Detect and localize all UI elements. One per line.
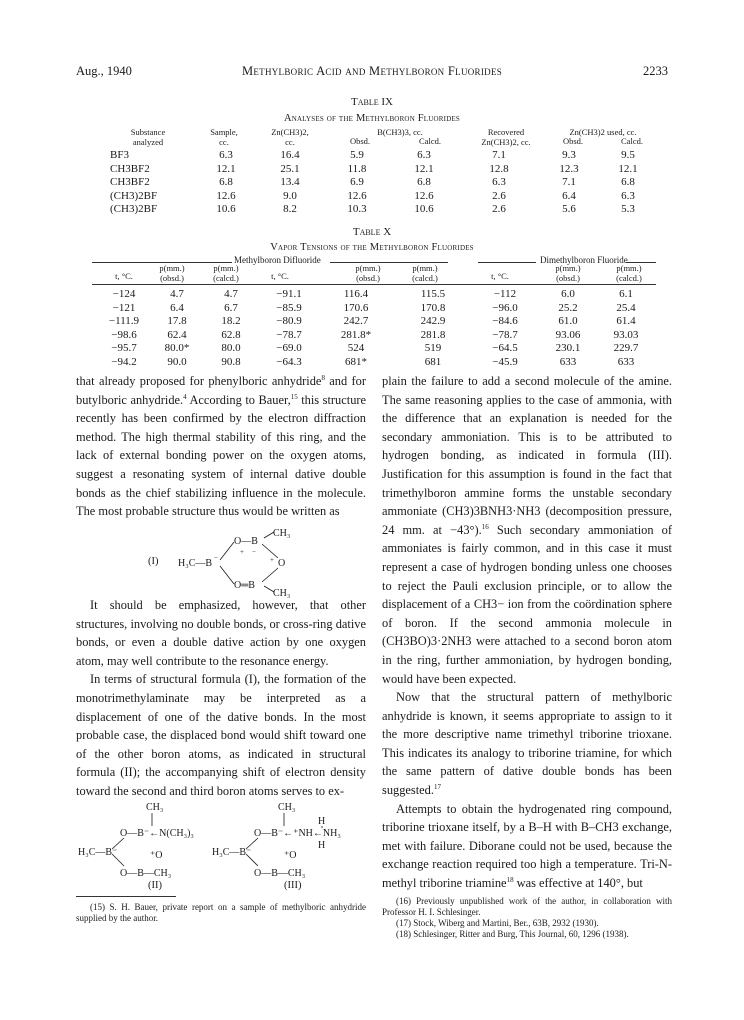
table10-row-cell: −98.6 bbox=[111, 328, 137, 341]
table10-row-cell: 25.2 bbox=[558, 301, 578, 314]
table10-row-cell: 242.9 bbox=[420, 315, 446, 327]
table10-row bbox=[98, 342, 652, 356]
t10-h-p3: p(mm.) bbox=[355, 263, 381, 273]
table9-row-cell: 12.6 bbox=[216, 189, 236, 202]
table9-caption: Table IX bbox=[351, 96, 393, 108]
table9-row-cell: CH3BF2 bbox=[110, 162, 150, 175]
table10-row-cell: 62.8 bbox=[221, 328, 241, 341]
table10-row-cell: 170.8 bbox=[420, 301, 446, 314]
table9-row-cell: (CH3)2BF bbox=[110, 203, 158, 215]
footnote-17: (17) Stock, Wiberg and Martini, Ber., 63B, 2932 (1930). bbox=[396, 918, 599, 928]
table9-row bbox=[110, 203, 658, 217]
svg-text:⁺O: ⁺O bbox=[150, 850, 163, 861]
table9-row-cell: 6.8 bbox=[621, 176, 635, 188]
table10-row-cell: 90.0 bbox=[167, 355, 187, 368]
formula3-label: (III) bbox=[284, 880, 302, 891]
t10-h-p2: p(mm.) bbox=[213, 263, 239, 273]
table9-row-cell: 16.4 bbox=[280, 149, 300, 161]
right-footnotes bbox=[382, 896, 672, 940]
table9-row-cell: 2.6 bbox=[492, 203, 506, 215]
table10-row-cell: −85.9 bbox=[276, 301, 302, 314]
table9-row-cell: 6.3 bbox=[621, 189, 635, 202]
t10-h-obsd3: (obsd.) bbox=[556, 272, 580, 283]
table9-head-used: Zn(CH3)2 used, cc. bbox=[569, 127, 637, 137]
footnote-16: (16) Previously unpublished work of the author, in collaboration with Professor H. I. Schlesinger. bbox=[382, 896, 672, 917]
table9-subtitle: Analyses of the Methylboron Fluorides bbox=[283, 113, 461, 124]
table10-group2-rule-left bbox=[478, 262, 536, 263]
structural-formula-1 bbox=[148, 526, 328, 600]
svg-text:H₃C—B⁻: H₃C—B⁻ bbox=[78, 847, 118, 858]
footnote-15: (15) S. H. Bauer, private report on a sample of methylboric anhydride supplied by the author. bbox=[76, 902, 366, 923]
svg-text:H₃C—B⁻: H₃C—B⁻ bbox=[212, 847, 252, 858]
table10-row-cell: 6.0 bbox=[561, 288, 575, 300]
table9-row-cell: 12.6 bbox=[414, 189, 434, 202]
table9-row-cell: CH3BF2 bbox=[110, 176, 150, 188]
table10-row-cell: −64.5 bbox=[492, 342, 518, 354]
table10-row-cell: 170.6 bbox=[343, 301, 369, 314]
table10-row-cell: 230.1 bbox=[555, 342, 581, 354]
table10-body bbox=[98, 288, 652, 369]
t10-h-p6: p(mm.) bbox=[616, 263, 642, 273]
table10-row-cell: 281.8 bbox=[420, 328, 446, 341]
table10-row-cell: −95.7 bbox=[111, 342, 137, 354]
svg-text:CH₃: CH₃ bbox=[273, 528, 291, 539]
table9-row-cell: 9.0 bbox=[283, 189, 297, 202]
table10-row-cell: 519 bbox=[424, 342, 442, 354]
table9-row-cell: 6.3 bbox=[492, 176, 506, 188]
table9-row-cell: 7.1 bbox=[562, 176, 576, 188]
svg-text:O—B—CH₃: O—B—CH₃ bbox=[254, 868, 306, 879]
table10-row-cell: −78.7 bbox=[276, 328, 302, 341]
table10-row-cell: 6.4 bbox=[170, 301, 184, 314]
svg-text:CH₃: CH₃ bbox=[278, 802, 296, 813]
table9-body bbox=[110, 149, 658, 217]
table10-row-cell: −124 bbox=[112, 288, 136, 300]
table10-group1-label: Methylboron Difluoride bbox=[234, 255, 321, 265]
table9-row-cell: 12.1 bbox=[216, 162, 236, 175]
svg-text:CH₃: CH₃ bbox=[273, 588, 291, 599]
t10-h-p5: p(mm.) bbox=[555, 263, 581, 273]
table10-row bbox=[98, 288, 652, 302]
t10-h-calcd3: (calcd.) bbox=[616, 272, 642, 283]
table9-row-cell: 8.2 bbox=[283, 203, 297, 215]
table9-row-cell: 2.6 bbox=[492, 189, 506, 202]
table9-row-cell: 13.4 bbox=[280, 176, 300, 188]
table9-row-cell: (CH3)2BF bbox=[110, 189, 158, 202]
table10-row-cell: 524 bbox=[347, 342, 365, 354]
table9-head-zn: Zn(CH3)2, bbox=[271, 127, 309, 137]
table9-row-cell: 12.1 bbox=[414, 162, 434, 175]
svg-text:O—B—CH₃: O—B—CH₃ bbox=[120, 868, 172, 879]
page-number: 2233 bbox=[643, 64, 668, 78]
t10-h-p1: p(mm.) bbox=[159, 263, 185, 273]
table10-row bbox=[98, 302, 652, 316]
table9-head-b-calcd: Calcd. bbox=[419, 136, 441, 146]
table9-row-cell: 6.8 bbox=[417, 176, 431, 188]
table10-row-cell: 6.7 bbox=[224, 301, 238, 314]
svg-text:+: + bbox=[240, 548, 244, 556]
table9-row-cell: 12.6 bbox=[347, 189, 367, 202]
table9-row bbox=[110, 176, 658, 190]
table10-row-cell: 80.0 bbox=[221, 342, 241, 354]
table10-row-cell: 93.06 bbox=[555, 328, 581, 341]
table9-row-cell: 12.3 bbox=[559, 162, 579, 175]
formula2-structure bbox=[76, 800, 366, 880]
table10-row-cell: −111.9 bbox=[108, 315, 140, 327]
t10-h-t1: t, °C. bbox=[115, 271, 133, 281]
svg-text:H₃C—B: H₃C—B bbox=[178, 558, 213, 569]
table10-row-cell: 17.8 bbox=[167, 315, 187, 327]
formula2-label: (II) bbox=[148, 880, 162, 891]
running-header-date: Aug., 1940 bbox=[76, 64, 132, 78]
table10-row-cell: −96.0 bbox=[492, 301, 518, 314]
table9-row-cell: 12.8 bbox=[489, 162, 509, 175]
table9-head-substance: Substance bbox=[130, 127, 166, 137]
table10-row-cell: −45.9 bbox=[492, 355, 518, 368]
footnote-18: (18) Schlesinger, Ritter and Burg, This Journal, 60, 1296 (1938). bbox=[396, 929, 629, 939]
table10-caption: Table X bbox=[352, 226, 392, 238]
svg-text:H: H bbox=[318, 816, 326, 827]
table10-row-cell: −84.6 bbox=[492, 315, 518, 327]
table10-row-cell: 90.8 bbox=[221, 355, 241, 368]
table10-row-cell: −80.9 bbox=[276, 315, 302, 327]
formula1-label: (I) bbox=[148, 556, 159, 567]
table9-row-cell: 6.3 bbox=[219, 149, 233, 161]
svg-text:+: + bbox=[270, 556, 274, 564]
t10-h-obsd1: (obsd.) bbox=[160, 272, 184, 283]
table10-row-cell: 633 bbox=[617, 355, 635, 368]
table10-row-cell: −69.0 bbox=[276, 342, 302, 354]
right-column-text: plain the failure to add a second molecule of the amine. The same reasoning applies to the case of ammonia, with the difference that an explanation is needed for the secondary ammoniation. This is to be attributed to hydrogen bonding, as indicated in formula (III). Justification for this assumption is found in the fact that trimethylboron ammine forms the unstable secondary ammoniate (CH3)3BNH3·NH3 (decomposition pressure, 24 mm. at −43°).$^{16}$ Such secondary ammoniation of ammoniates is fairly common, and in this case it must represent a case of hydrogen bonding unless one chooses to reject the Pauli exclusion principle, or to allow the displacement of a CH3− ion from the coördination sphere of boron. If the second ammonia molecule in (CH3BO)3·2NH3 were attached to a second boron atom in the ring, further ammoniation, by hydrogen bonding, would have been expected. Now that the structural pattern of methylboric anhydride is known, it seems appropriate to assign to it the more descriptive name trimethyl triborine trioxane. This indicates its analogy to triborine triamine, for which the same pattern of dative double bonds has been suggested.$^{17}$ Attempts to obtain the hydrogenated ring compound, triborine trioxane itself, by a B–H with B–CH3 exchange, met with failure. Diborane could not be used, because the exchange reaction required too high a temperature. Tri-N-methyl triborine triamine$^{18}$ was effective at 140°, but bbox=[382, 374, 672, 891]
structural-formulas-2-3 bbox=[76, 800, 366, 892]
table9-row-cell: BF3 bbox=[110, 149, 129, 161]
table9-row-cell: 6.8 bbox=[219, 176, 233, 188]
table10-row-cell: 116.4 bbox=[343, 288, 369, 300]
t10-h-p4: p(mm.) bbox=[412, 263, 438, 273]
table10-row-cell: 62.4 bbox=[167, 328, 187, 341]
table9-head-sample: Sample, bbox=[210, 127, 238, 137]
table10-row-cell: −78.7 bbox=[492, 328, 518, 341]
table10-row bbox=[98, 315, 652, 329]
table9-head-b-obsd: Obsd. bbox=[349, 136, 371, 146]
table9-row-cell: 7.1 bbox=[492, 149, 506, 161]
table9-head-analyzed: analyzed bbox=[132, 136, 164, 147]
table9-head-recovered-unit: Zn(CH3)2, cc. bbox=[481, 136, 531, 147]
table9-row-cell: 6.9 bbox=[350, 176, 364, 188]
table10-row-cell: 281.8* bbox=[340, 328, 372, 341]
left-column-text-1: that already proposed for phenylboric anhydride$^8$ and for butylboric anhydride.$^4$ According to Bauer,$^{15}$ this structure recently has been confirmed by the electron diffraction method. The high thermal stability of this ring, and the lack of external bonding power on the oxygen atoms, suggest a resonating system of internal dative double bonds as the chief stabilizing influence in the molecule. The most probable structure thus would be written as bbox=[76, 373, 367, 519]
running-header-title: Methylboric Acid and Methylboron Fluorides bbox=[241, 64, 503, 78]
table10-row-cell: 61.4 bbox=[616, 315, 636, 327]
svg-text:−: − bbox=[214, 554, 218, 562]
table10-row-cell: −91.1 bbox=[276, 288, 302, 300]
footnote-rule bbox=[76, 896, 176, 897]
table10-row-cell: −112 bbox=[493, 288, 517, 300]
table9-row bbox=[110, 190, 658, 204]
table10-row-cell: 25.4 bbox=[616, 301, 636, 314]
svg-text:H: H bbox=[318, 840, 326, 851]
table9-row-cell: 9.5 bbox=[621, 149, 635, 161]
svg-text:O—B⁻←N(CH₃)₃: O—B⁻←N(CH₃)₃ bbox=[120, 828, 194, 839]
svg-text:O—B: O—B bbox=[234, 536, 258, 547]
table9-row bbox=[110, 149, 658, 163]
table9-head-recovered: Recovered bbox=[487, 127, 525, 137]
table9-row-cell: 10.6 bbox=[216, 203, 236, 215]
table9-head-b: B(CH3)3, cc. bbox=[377, 127, 423, 137]
table10-row-cell: 18.2 bbox=[221, 315, 241, 327]
svg-text:O: O bbox=[278, 558, 286, 569]
svg-text:CH₃: CH₃ bbox=[146, 802, 164, 813]
svg-text:O—B⁻←⁺NH←NH₃: O—B⁻←⁺NH←NH₃ bbox=[254, 828, 341, 839]
table10-row-cell: −94.2 bbox=[111, 355, 137, 368]
table9-row-cell: 11.8 bbox=[347, 162, 367, 175]
table10-row-cell: 93.03 bbox=[613, 328, 639, 341]
table10-row-cell: 242.7 bbox=[343, 315, 369, 327]
table10-row-cell: 4.7 bbox=[170, 288, 184, 300]
table9-row-cell: 25.1 bbox=[280, 162, 300, 175]
table9-row-cell: 12.1 bbox=[618, 162, 638, 175]
left-column-text-2: It should be emphasized, however, that other structures, involving no double bonds, or cross-ring dative bonds, or even a double dative action by one oxygen atom, may well contribute to the resonance energy. In terms of structural formula (I), the formation of the monotrimethylaminate may be interpreted as a displacement of one of the dative bonds. In the most probable case, the displaced bond would shift toward one of the other boron atoms, as indicated in structural formula (II); the accompanying shift of electron density toward the second and third boron atoms serves to ex- bbox=[76, 598, 366, 798]
table10-row-cell: 61.0 bbox=[558, 315, 578, 327]
t10-h-calcd2: (calcd.) bbox=[412, 272, 438, 283]
table9-row bbox=[110, 163, 658, 177]
table10-row-cell: 80.0* bbox=[164, 342, 190, 354]
table10-header-rule bbox=[92, 284, 656, 285]
table10-row-cell: 681* bbox=[345, 355, 367, 368]
table9-row-cell: 5.3 bbox=[621, 203, 635, 215]
table9-row-cell: 5.9 bbox=[350, 149, 364, 161]
table9-row-cell: 6.4 bbox=[562, 189, 576, 202]
table9-head-sample-unit: cc. bbox=[219, 136, 229, 147]
t10-h-t3: t, °C. bbox=[491, 271, 509, 281]
table9-row-cell: 10.3 bbox=[347, 203, 367, 215]
t10-h-calcd1: (calcd.) bbox=[213, 272, 239, 283]
svg-text:−: − bbox=[252, 548, 256, 556]
table10-row-cell: 115.5 bbox=[420, 288, 446, 300]
table10-row bbox=[98, 356, 652, 370]
formula1-structure bbox=[178, 526, 318, 600]
svg-text:O═B: O═B bbox=[234, 580, 255, 591]
table9-row-cell: 9.3 bbox=[562, 149, 576, 161]
t10-h-obsd2: (obsd.) bbox=[356, 272, 380, 283]
table10-row-cell: −64.3 bbox=[276, 355, 302, 368]
table10-row-cell: 229.7 bbox=[613, 342, 639, 354]
table10-row-cell: 4.7 bbox=[224, 288, 238, 300]
table9-row-cell: 10.6 bbox=[414, 203, 434, 215]
svg-text:⁺O: ⁺O bbox=[284, 850, 297, 861]
table9-head-zn-unit: cc. bbox=[285, 136, 295, 147]
table9-row-cell: 5.6 bbox=[562, 203, 576, 215]
table10-subtitle: Vapor Tensions of the Methylboron Fluorides bbox=[270, 242, 474, 253]
table9-row-cell: 6.3 bbox=[417, 149, 431, 161]
table10-row-cell: −121 bbox=[112, 301, 136, 314]
table10-row bbox=[98, 329, 652, 343]
table10-row-cell: 681 bbox=[424, 355, 442, 368]
table9-head-used-obsd: Obsd. bbox=[562, 136, 584, 146]
table10-group2-label: Dimethylboron Fluoride bbox=[540, 255, 628, 265]
table9-head-used-calcd: Calcd. bbox=[621, 136, 643, 146]
t10-h-t2: t, °C. bbox=[271, 271, 289, 281]
table10-row-cell: 6.1 bbox=[619, 288, 633, 300]
table10-row-cell: 633 bbox=[559, 355, 577, 368]
